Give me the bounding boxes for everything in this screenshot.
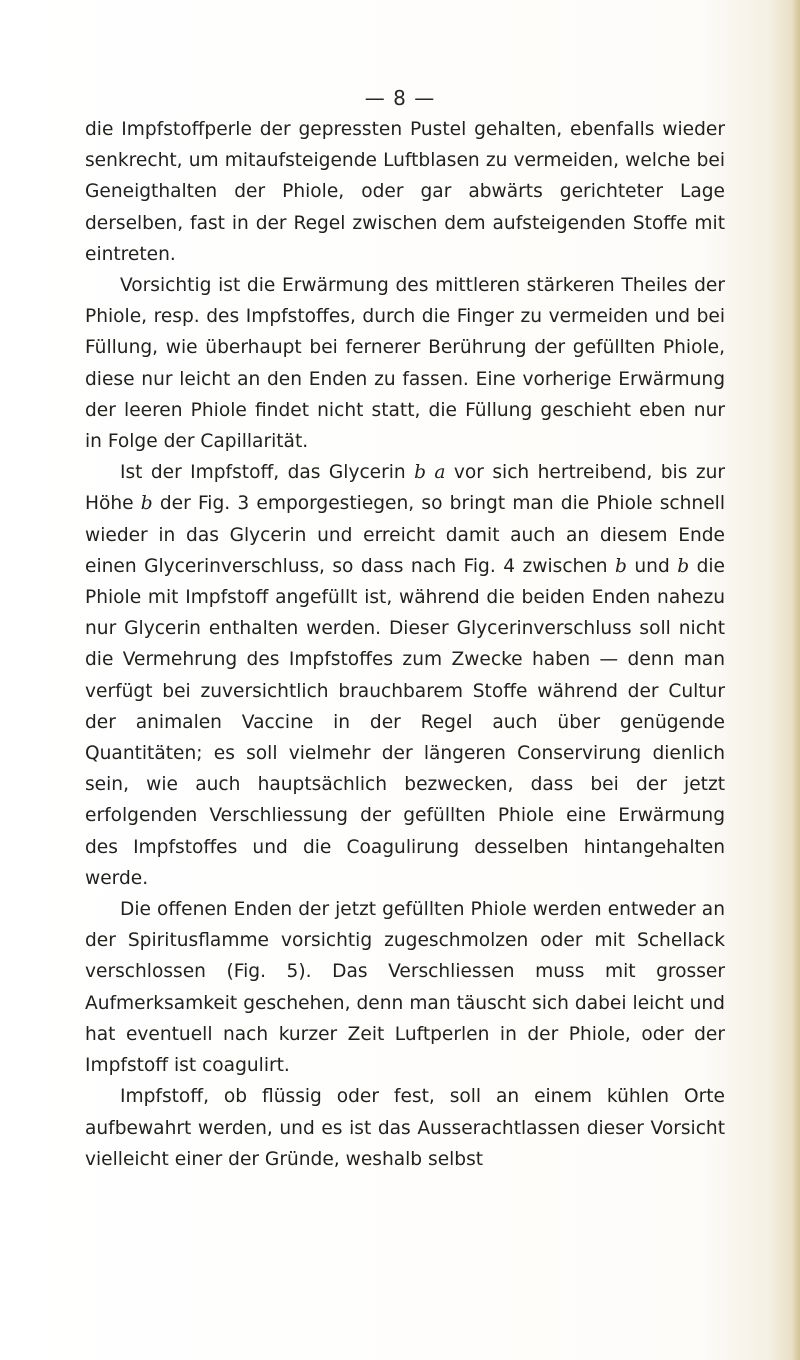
italic-symbol: b	[615, 555, 627, 577]
paragraph-text: Vorsichtig ist die Erwärmung des mittleren stärkeren Theiles der Phiole, resp. des Impfstoffes, durch die Finger zu vermeiden und bei Füllung, wie überhaupt bei fernerer Berührung der gefüllten Phiole, diese nur leicht an den Enden zu fassen. Eine vorherige Erwärmung der leeren Phiole findet nicht statt, die Füllung geschieht eben nur in Folge der Capillarität.	[85, 275, 725, 453]
page-number: — 8 —	[364, 86, 436, 110]
paragraph-text: und	[626, 555, 678, 577]
paragraph-text: die Impfstoffperle der gepressten Pustel gehalten, ebenfalls wieder senkrecht, um mitaufsteigende Luftblasen zu vermeiden, welche bei Geneigthalten der Phiole, oder gar abwärts gerichteter Lage derselben, fast in der Regel zwischen dem aufsteigenden Stoffe mit eintreten.	[85, 119, 725, 265]
paragraph-text: Impfstoff, ob flüssig oder fest, soll an einem kühlen Orte aufbewahrt werden, und es ist das Ausserachtlassen dieser Vorsicht vielleicht einer der Gründe, weshalb selbst	[85, 1086, 725, 1170]
italic-symbol: b a	[414, 462, 446, 484]
paragraph-text: Die offenen Enden der jetzt gefüllten Phiole werden entweder an der Spiritusflamme vorsichtig zugeschmolzen oder mit Schellack verschlossen (Fig. 5). Das Verschliessen muss mit grosser Aufmerksamkeit geschehen, denn man täuscht sich dabei leicht und hat eventuell nach kurzer Zeit Luftperlen in der Phiole, oder der Impfstoff ist coagulirt.	[85, 899, 725, 1077]
body-text	[85, 114, 725, 1175]
paragraph-text: vor sich hertreibend, bis zur Höhe	[85, 462, 726, 515]
paragraph	[85, 270, 725, 457]
italic-symbol: b	[140, 493, 153, 515]
paragraph-text: Ist der Impfstoff, das Glycerin	[120, 462, 415, 484]
page-edge-shadow	[792, 0, 800, 1360]
paragraph	[85, 457, 725, 894]
paragraph-text: der Fig. 3 emporgestiegen, so bringt man die Phiole schnell wieder in das Glycerin und erreicht damit auch an diesem Ende einen Glycerinverschluss, so dass nach Fig. 4 zwischen	[85, 493, 725, 577]
paragraph	[85, 894, 725, 1081]
paragraph	[85, 1081, 725, 1175]
paragraph	[85, 114, 725, 270]
paragraph-text: die Phiole mit Impfstoff angefüllt ist, während die beiden Enden nahezu nur Glycerin enthalten werden. Dieser Glycerinverschluss soll nicht die Vermehrung des Impfstoffes zum Zwecke haben — denn man verfügt bei zuversichtlich brauchbarem Stoffe während der Cultur der animalen Vaccine in der Regel auch über genügende Quantitäten; es soll vielmehr der längeren Conservirung dienlich sein, wie auch hauptsächlich bezwecken, dass bei der jetzt erfolgenden Verschliessung der gefüllten Phiole eine Erwärmung des Impfstoffes und die Coagulirung desselben hintangehalten werde.	[85, 555, 725, 889]
italic-symbol: b	[677, 555, 690, 577]
